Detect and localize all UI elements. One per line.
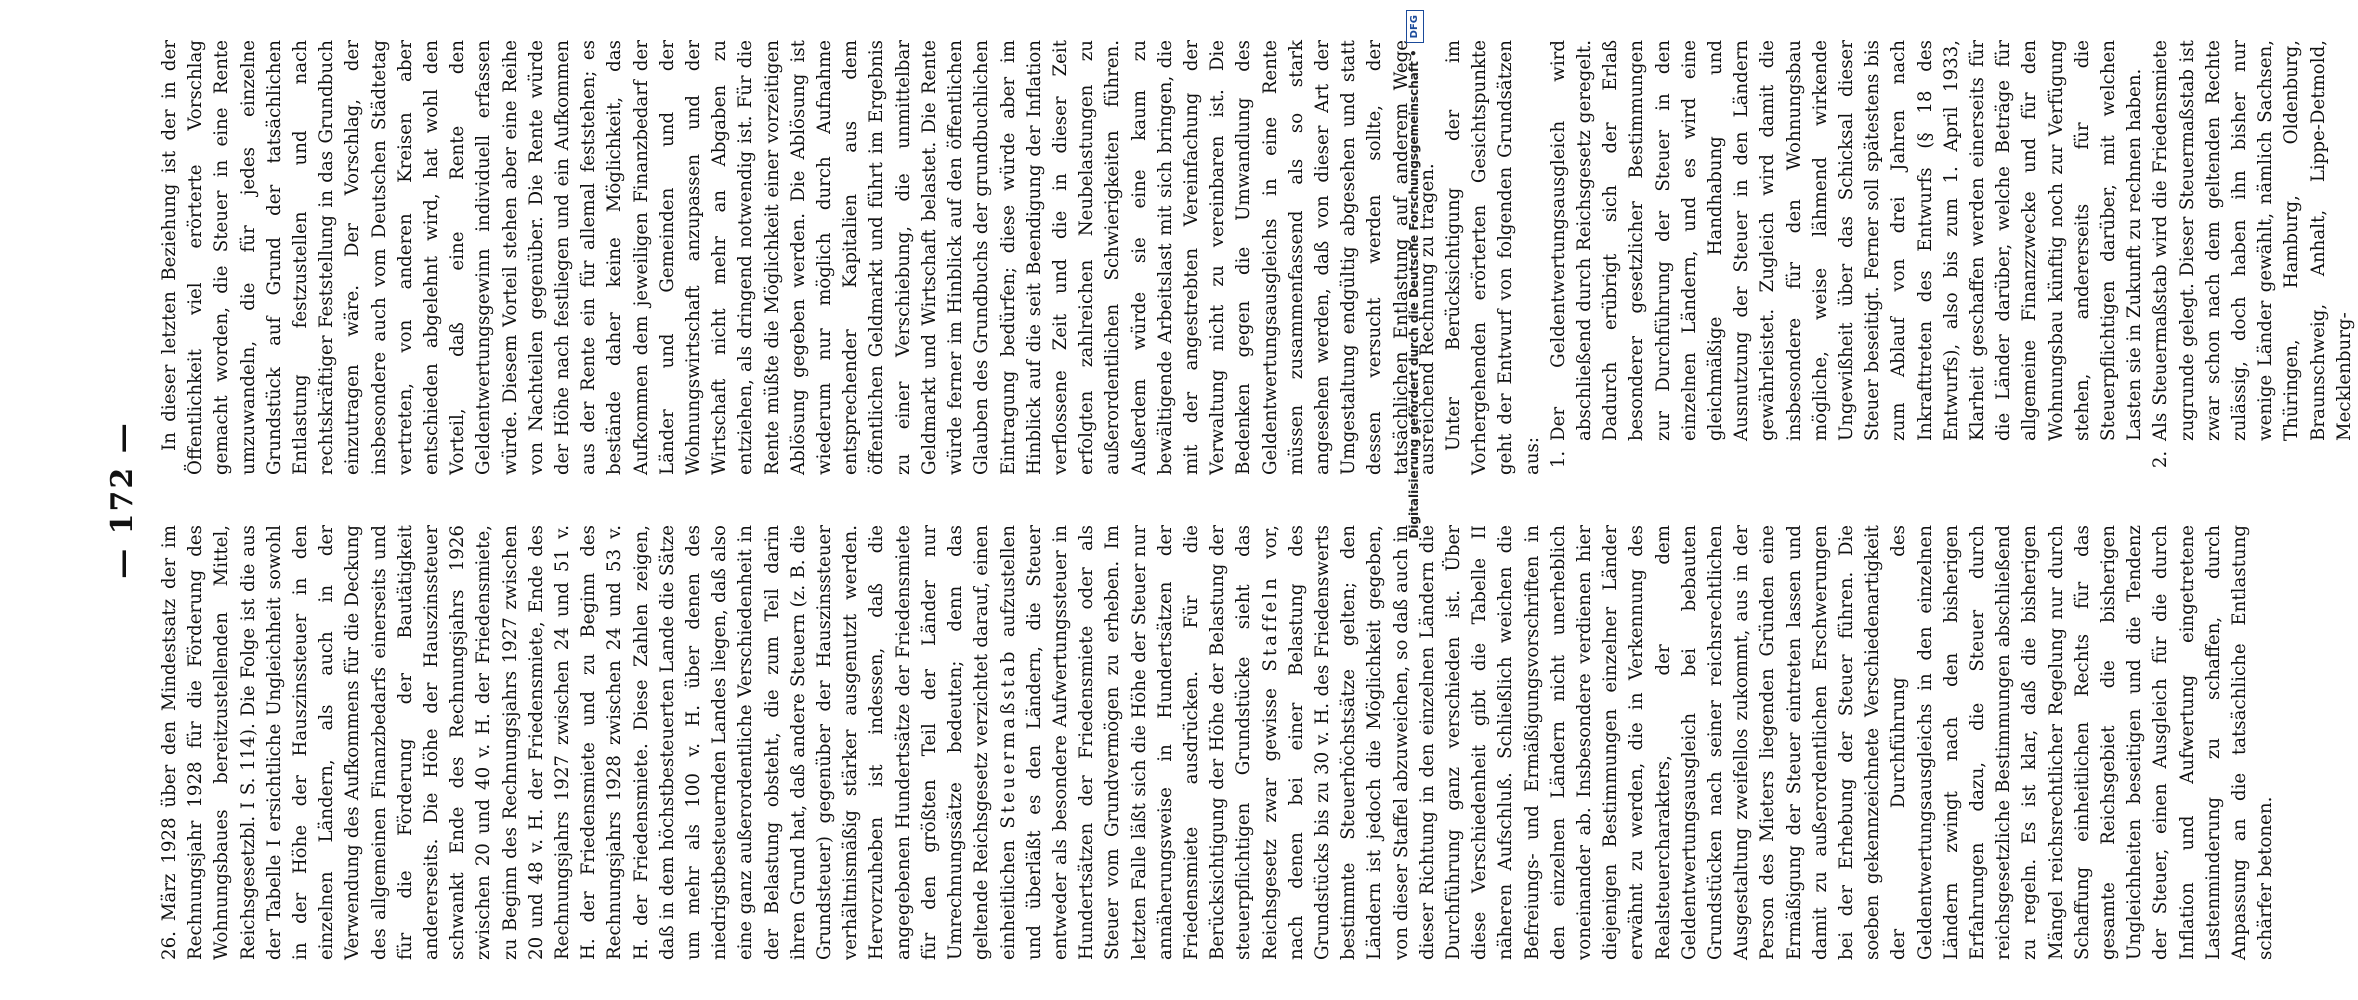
principles-list (1546, 40, 2358, 475)
text-column-left (157, 525, 2277, 960)
digitization-credit-line (1403, 10, 1425, 990)
paragraph-text: 26. März 1928 über den Mindestsatz der im Rechnungsjahr 1928 für die Förderung des Wohnungsbaues bereitzustellenden Mittel, Reichsgesetzbl. I S. 114). Die Folge ist die aus der Tabelle I ersichtliche Ungleichheit sowohl in der Höhe der Hauszinssteuer in den einzelnen Ländern, als auch in der Verwendung des Aufkommens für die Deckung des allgemeinen Finanzbedarfs einerseits und für die Förderung der Bautätigkeit andererseits. Die Höhe der Hauszinssteuer schwankt Ende des Rechnungsjahrs 1926 zwischen 20 und 40 v. H. der Friedensmiete, zu Beginn des Rechnungsjahrs 1927 zwischen 20 und 48 v. H. der Friedensmiete, Ende des Rechnungsjahrs 1927 zwischen 24 und 51 v. H. der Friedensmiete und zu Beginn des Rechnungsjahrs 1928 zwischen 24 und 53 v. H. der Friedensmiete. Diese Zahlen zeigen, daß in dem höchstbesteuerten Lande die Sätze um mehr als 100 v. H. über denen des niedrigstbesteuernden Landes liegen, daß also eine ganz außerordentliche Verschiedenheit in der Belastung obsteht, die zum Teil darin ihren Grund hat, daß andere Steuern (z. B. die Grundsteuer) gegenüber der Hauszinssteuer verhältnismäßig stärker ausgenutzt werden. Hervorzuheben ist indessen, daß die angegebenen Hundertsätze der Friedensmiete für den größten Teil der Länder nur Umrechnungssätze bedeuten; denn das geltende Reichsgesetz verzichtet darauf, einen einheitlichen (159, 525, 1019, 960)
dfg-logo: DFG (1406, 10, 1424, 43)
paragraph: Unter Berücksichtigung der im Vorhergehenden erörterten Gesichtspunkte geht der Entwurf von folgenden Grundsätzen aus: (1442, 40, 1543, 475)
paragraph-text: vor, nach denen bei einer Belastung des Grundstücks bis zu 30 v. H. des Friedenswerts bestimmte Steuerhöchstsätze gelten; den Ländern ist jedoch die Möglichkeit gegeben, von dieser Staffel abzuweichen, so daß auch in dieser Richtung in den einzelnen Ländern die Durchführung ganz verschieden ist. Über diese Verschiedenheit gibt die Tabelle II näheren Aufschluß. Schließlich weichen die Befreiungs- und Ermäßigungsvorschriften in den einzelnen Ländern nicht unerheblich voneinander ab. Insbesondere verdienen hier diejenigen Bestimmungen einzelner Länder erwähnt zu werden, die in Verkennung des Realsteuercharakters, der dem Geldentwertungsausgleich bei bebauten Grundstücken nach seiner reichsrechtlichen Ausgestaltung zweifellos zukommt, aus in der Person des Mieters liegenden Gründen eine Ermäßigung der Steuer eintreten lassen und damit zu außerordentlichen Erschwerungen bei der Erhebung der Steuer führen. Die soeben gekennzeichnete Verschiedenartigkeit der Durchführung des Geldentwertungsausgleichs in den einzelnen Ländern zwingt nach den bisherigen Erfahrungen dazu, die Steuer durch reichsgesetzliche Bestimmungen abschließend zu regeln. Es ist klar, daß die bisherigen Mängel reichsrechtlicher Regelung nur durch Schaffung einheitlichen Rechts für das gesamte Reichsgebiet die bisherigen Ungleichheiten beseitigen und die Tendenz der Steuer, einen Ausgleich für die durch Inflation und Aufwertung eingetretene Lastenminderung zu schaffen, durch Anpassung an die tatsächliche Entlastung schärfer betonen. (1259, 525, 2277, 960)
spaced-term: Steuermaßstab (997, 648, 1019, 829)
credit-text: Digitalisierung gefördert durch die Deutsche Forschungsgemeinschaft • (1407, 49, 1421, 539)
spaced-term: Staffeln (1259, 575, 1281, 672)
digitization-credit (1403, 10, 1425, 990)
list-item: 1. Der Geldentwertungsausgleich wird abschließend durch Reichsgesetz geregelt. Dadurch erübrigt sich der Erlaß besonderer gesetzlicher Bestimmungen zur Durchführung der Steuer in den einzelnen Ländern, und es wird eine gleichmäßige Handhabung und Ausnutzung der Steuer in den Ländern gewährleistet. Zugleich wird damit die insbesondere für den Wohnungsbau mögliche, weise lähmend wirkende Ungewißheit über das Schicksal dieser Steuer beseitigt. Ferner soll spätestens bis zum Ablauf von drei Jahren nach Inkrafttreten des Entwurfs (§ 18 des Entwurfs), also bis zum 1. April 1933, Klarheit geschaffen werden einerseits für die Länder darüber, welche Beträge für allgemeine Finanzzwecke und für den Wohnungsbau künftig noch zur Verfügung stehen, andererseits für die Steuerpflichtigen darüber, mit welchen Lasten sie in Zukunft zu rechnen haben. (1546, 40, 2149, 445)
paragraph (157, 525, 2279, 960)
list-item: 2. Als Steuermaßstab wird die Friedensmiete zugrunde gelegt. Dieser Steuermaßstab ist zwar schon nach dem geltenden Rechte zulässig, doch haben ihn bisher nur wenige Länder gewählt, nämlich Sachsen, Thüringen, Hamburg, Oldenburg, Braunschweig, Anhalt, Lippe-Detmold, Mecklenburg- (2148, 40, 2358, 445)
paragraph: In dieser letzten Beziehung ist der in der Öffentlichkeit viel erörterte Vorschlag gemacht worden, die Steuer in eine Rente umzuwandeln, die für jedes einzelne Grundstück auf Grund der tatsächlichen Entlastung festzustellen und nach rechtskräftiger Feststellung in das Grundbuch einzutragen wäre. Der Vorschlag, der insbesondere auch vom Deutschen Städtetag vertreten, von anderen Kreisen aber entschieden abgelehnt wird, hat wohl den Vorteil, daß eine Rente den Geldentwertungsgewinn individuell erfassen würde. Diesem Vorteil stehen aber eine Reihe von Nachteilen gegenüber. Die Rente würde der Höhe nach festliegen und ein Aufkommen aus der Rente ein für allemal feststehen; es bestände daher keine Möglichkeit, das Aufkommen dem jeweiligen Finanzbedarf der Länder und Gemeinden und der Wohnungswirtschaft anzupassen und der Wirtschaft nicht mehr an Abgaben zu entziehen, als dringend notwendig ist. Für die Rente müßte die Möglichkeit einer vorzeitigen Ablösung gegeben werden. Die Ablösung ist wiederum nur möglich durch Aufnahme entsprechender Kapitalien aus dem öffentlichen Geldmarkt und führt im Ergebnis zu einer Verschiebung, die unmittelbar Geldmarkt und Wirtschaft belastet. Die Rente würde ferner im Hinblick auf den öffentlichen Glauben des Grundbuchs der grundbuchlichen Eintragung bedürfen; diese würde aber im Hinblick auf die seit Beendigung der Inflation verflossene Zeit und die in dieser Zeit erfolgten zahlreichen Neubelastungen zu außerordentlichen Schwierigkeiten führen. Außerdem würde sie eine kaum zu bewältigende Arbeitslast mit sich bringen, die mit der angestrebten Vereinfachung der Verwaltung nicht zu vereinbaren ist. Die Bedenken gegen die Umwandlung des Geldentwertungsausgleichs in eine Rente müssen zusammenfassend als so stark angesehen werden, daß von dieser Art der Umgestaltung endgültig abgesehen und statt dessen versucht werden sollte, der tatsächlichen Entlastung auf anderem Wege ausreichend Rechnung zu tragen. (159, 40, 1438, 475)
paragraph-text: aufzustellen und überläßt es den Ländern, die Steuer entweder als besondere Aufwertungssteuer in Hundertsätzen der Friedensmiete oder als Steuer vom Grundvermögen zu erheben. Im letzten Falle läßt sich die Höhe der Steuer nur annäherungsweise in Hundertsätzen der Friedensmiete ausdrücken. Für die Berücksichtigung der Höhe der Belastung der steuerpflichtigen Grundstücke sieht das Reichsgesetz zwar gewisse (997, 525, 1281, 960)
page-number: — 172 — (105, 421, 140, 579)
